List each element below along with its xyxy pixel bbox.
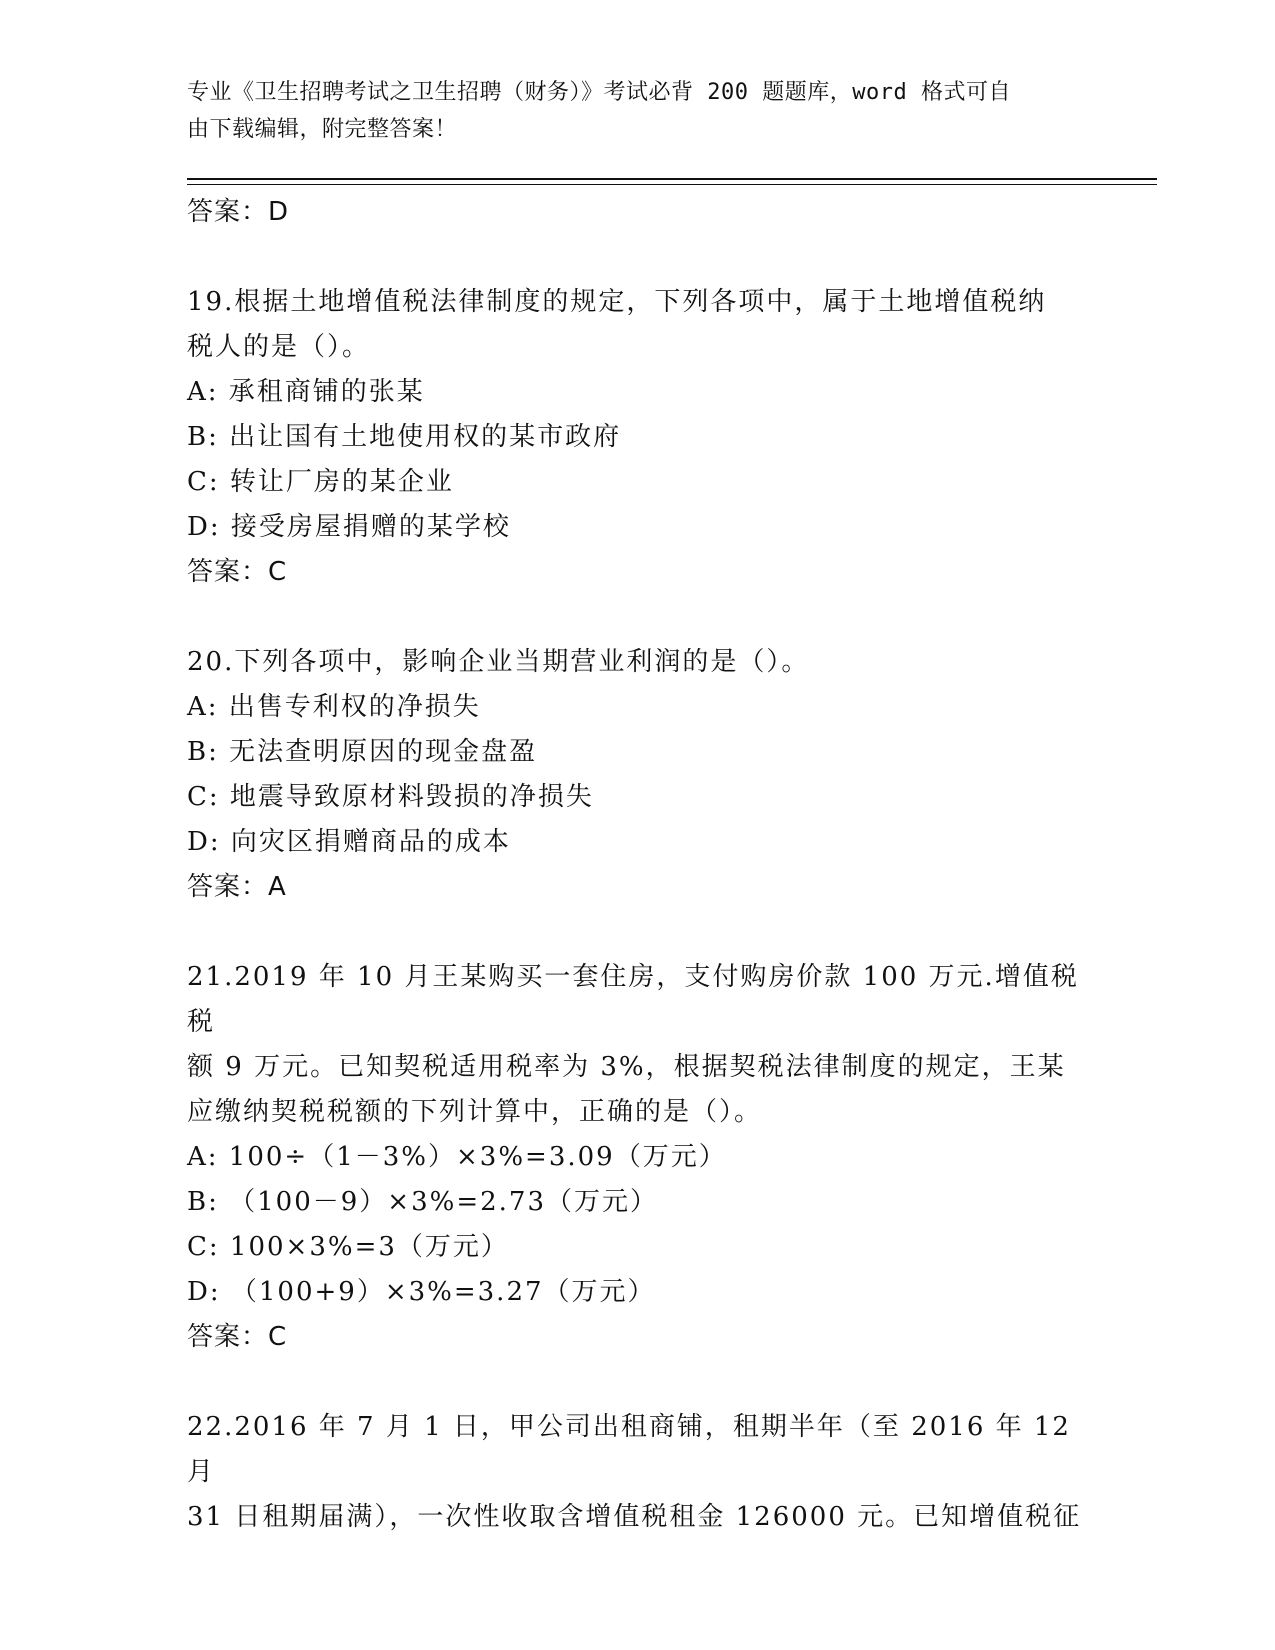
question-22 <box>187 1405 1087 1540</box>
page-header <box>187 74 1077 148</box>
question-stem-line: 22.2016 年 7 月 1 日，甲公司出租商铺，租期半年（至 2016 年 12 月 <box>187 1412 1071 1487</box>
option-b: B: 无法查明原因的现金盘盈 <box>187 737 538 767</box>
question-19 <box>187 280 1087 595</box>
header-rule-thick <box>187 178 1157 180</box>
question-stem-line: 应缴纳契税税额的下列计算中，正确的是（）。 <box>187 1097 763 1127</box>
header-line-2: 由下载编辑，附完整答案！ <box>187 117 458 142</box>
document-body <box>187 190 1087 1540</box>
question-stem-line: 税人的是（）。 <box>187 332 371 362</box>
header-line-1: 专业《卫生招聘考试之卫生招聘（财务）》考试必背 200 题题库，word 格式可自 <box>187 80 1011 105</box>
answer-label: 答案：C <box>187 557 288 587</box>
option-b: B: （100－9）×3%=2.73（万元） <box>187 1187 659 1217</box>
option-a: A: 出售专利权的净损失 <box>187 692 481 722</box>
option-d: D: （100+9）×3%=3.27（万元） <box>187 1277 656 1307</box>
option-c: C: 转让厂房的某企业 <box>187 467 454 497</box>
option-d: D: 接受房屋捐赠的某学校 <box>187 512 511 542</box>
question-stem-line: 额 9 万元。已知契税适用税率为 3%，根据契税法律制度的规定，王某 <box>187 1052 1066 1082</box>
question-stem-line: 19.根据土地增值税法律制度的规定，下列各项中，属于土地增值税纳 <box>187 287 1047 317</box>
question-stem-line: 20.下列各项中，影响企业当期营业利润的是（）。 <box>187 647 810 677</box>
answer-label: 答案：A <box>187 872 287 902</box>
option-c: C: 100×3%=3（万元） <box>187 1232 509 1262</box>
question-20 <box>187 640 1087 910</box>
option-a: A: 100÷（1－3%）×3%=3.09（万元） <box>187 1142 727 1172</box>
answer-label: 答案：C <box>187 1322 288 1352</box>
option-b: B: 出让国有土地使用权的某市政府 <box>187 422 622 452</box>
question-21 <box>187 955 1087 1360</box>
answer-label: 答案：D <box>187 197 290 227</box>
option-d: D: 向灾区捐赠商品的成本 <box>187 827 511 857</box>
question-stem-line: 21.2019 年 10 月王某购买一套住房，支付购房价款 100 万元.增值税税 <box>187 962 1079 1037</box>
option-a: A: 承租商铺的张某 <box>187 377 425 407</box>
question-stem-line: 31 日租期届满），一次性收取含增值税租金 126000 元。已知增值税征 <box>187 1502 1082 1532</box>
header-rule-thin <box>187 184 1157 185</box>
option-c: C: 地震导致原材料毁损的净损失 <box>187 782 594 812</box>
